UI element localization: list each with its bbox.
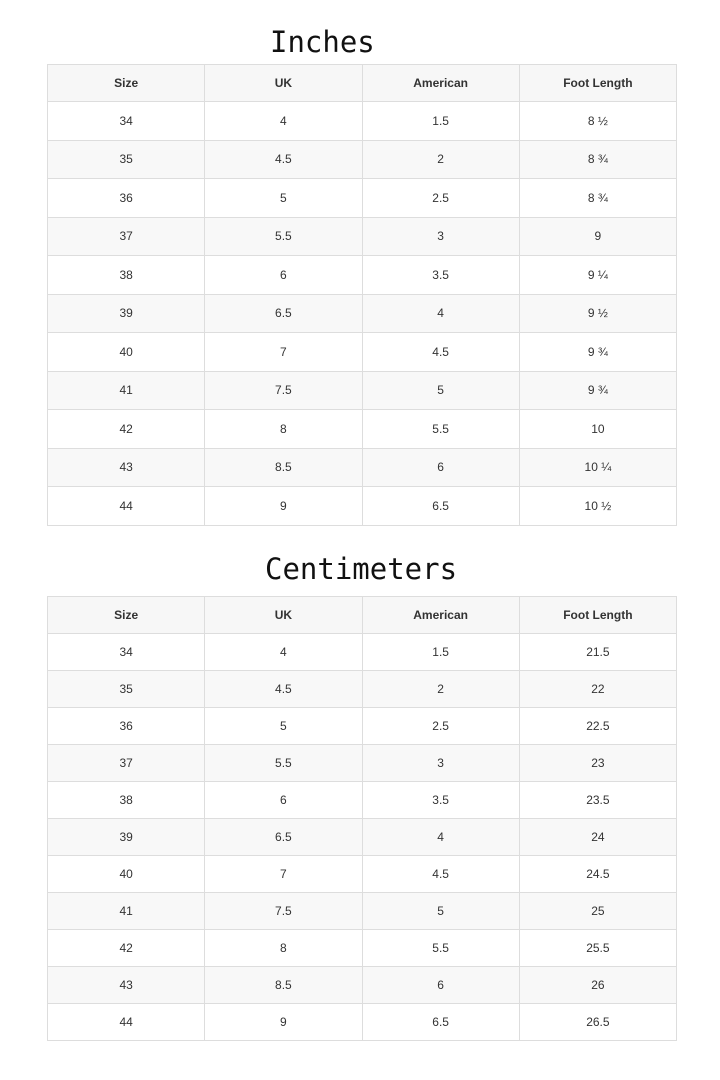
cell-uk: 9 [205,1004,362,1041]
centimeters-section-title: Centimeters [265,552,458,586]
cell-foot-length: 23 [519,745,676,782]
cell-size: 43 [48,448,205,487]
cell-size: 36 [48,708,205,745]
cell-foot-length: 24.5 [519,856,676,893]
cell-size: 37 [48,745,205,782]
cell-foot-length: 10 ¼ [519,448,676,487]
table-row [48,179,677,218]
header-american: American [362,65,519,102]
cell-foot-length: 9 [519,217,676,256]
table-row [48,333,677,372]
cell-foot-length: 24 [519,819,676,856]
cell-american: 6 [362,967,519,1004]
cell-foot-length: 25.5 [519,930,676,967]
cell-foot-length: 8 ¾ [519,140,676,179]
cell-uk: 8 [205,410,362,449]
cell-foot-length: 10 [519,410,676,449]
table-row [48,782,677,819]
cell-foot-length: 22.5 [519,708,676,745]
cell-american: 6.5 [362,1004,519,1041]
cell-american: 4 [362,294,519,333]
cell-uk: 7.5 [205,371,362,410]
cell-uk: 5 [205,708,362,745]
cell-size: 42 [48,930,205,967]
cell-uk: 6 [205,256,362,295]
cell-american: 1.5 [362,634,519,671]
cell-size: 36 [48,179,205,218]
table-header-row [48,597,677,634]
header-uk: UK [205,597,362,634]
cell-size: 39 [48,294,205,333]
table-row [48,217,677,256]
table-row [48,1004,677,1041]
table-row [48,102,677,141]
cell-size: 42 [48,410,205,449]
cell-uk: 7 [205,856,362,893]
table-row [48,930,677,967]
cell-foot-length: 9 ¾ [519,333,676,372]
header-size: Size [48,65,205,102]
cell-american: 3.5 [362,782,519,819]
cell-size: 40 [48,333,205,372]
cell-uk: 4 [205,102,362,141]
table-row [48,371,677,410]
table-header-row [48,65,677,102]
cell-uk: 8 [205,930,362,967]
centimeters-size-table [47,596,677,1041]
cell-american: 1.5 [362,102,519,141]
cell-uk: 5.5 [205,745,362,782]
header-american: American [362,597,519,634]
cell-size: 39 [48,819,205,856]
cell-american: 3 [362,745,519,782]
inches-table-body [48,102,677,526]
cell-size: 34 [48,634,205,671]
cell-foot-length: 21.5 [519,634,676,671]
cell-size: 40 [48,856,205,893]
table-row [48,448,677,487]
header-foot-length: Foot Length [519,597,676,634]
cell-american: 5 [362,893,519,930]
header-uk: UK [205,65,362,102]
cell-size: 38 [48,782,205,819]
cell-size: 44 [48,1004,205,1041]
cell-american: 2 [362,671,519,708]
cell-american: 2 [362,140,519,179]
cell-american: 3 [362,217,519,256]
cell-uk: 5 [205,179,362,218]
cell-foot-length: 9 ¾ [519,371,676,410]
cell-american: 5.5 [362,930,519,967]
cell-uk: 4.5 [205,671,362,708]
cell-uk: 8.5 [205,967,362,1004]
cell-foot-length: 26 [519,967,676,1004]
header-size: Size [48,597,205,634]
cell-american: 4 [362,819,519,856]
cell-foot-length: 22 [519,671,676,708]
cell-foot-length: 9 ¼ [519,256,676,295]
cell-size: 41 [48,893,205,930]
table-row [48,671,677,708]
table-row [48,967,677,1004]
table-row [48,893,677,930]
cell-uk: 9 [205,487,362,526]
inches-size-table [47,64,677,526]
cell-foot-length: 9 ½ [519,294,676,333]
cell-american: 4.5 [362,333,519,372]
cell-size: 41 [48,371,205,410]
cell-uk: 7 [205,333,362,372]
table-row [48,856,677,893]
centimeters-table-body [48,634,677,1041]
cell-american: 5 [362,371,519,410]
cell-american: 6 [362,448,519,487]
cell-size: 37 [48,217,205,256]
cell-foot-length: 10 ½ [519,487,676,526]
table-row [48,708,677,745]
cell-american: 6.5 [362,487,519,526]
cell-foot-length: 8 ¾ [519,179,676,218]
cell-uk: 6.5 [205,294,362,333]
table-row [48,256,677,295]
cell-size: 38 [48,256,205,295]
table-row [48,294,677,333]
header-foot-length: Foot Length [519,65,676,102]
table-row [48,634,677,671]
cell-size: 35 [48,140,205,179]
cell-american: 5.5 [362,410,519,449]
cell-size: 44 [48,487,205,526]
table-row [48,745,677,782]
table-row [48,410,677,449]
cell-uk: 7.5 [205,893,362,930]
cell-foot-length: 25 [519,893,676,930]
cell-uk: 4 [205,634,362,671]
cell-foot-length: 23.5 [519,782,676,819]
cell-american: 3.5 [362,256,519,295]
table-row [48,140,677,179]
cell-american: 4.5 [362,856,519,893]
inches-section-title: Inches [270,25,375,59]
cell-uk: 5.5 [205,217,362,256]
cell-size: 34 [48,102,205,141]
cell-uk: 8.5 [205,448,362,487]
table-row [48,819,677,856]
cell-uk: 6.5 [205,819,362,856]
cell-american: 2.5 [362,179,519,218]
cell-foot-length: 26.5 [519,1004,676,1041]
cell-american: 2.5 [362,708,519,745]
cell-foot-length: 8 ½ [519,102,676,141]
cell-size: 35 [48,671,205,708]
table-row [48,487,677,526]
cell-uk: 6 [205,782,362,819]
cell-uk: 4.5 [205,140,362,179]
cell-size: 43 [48,967,205,1004]
